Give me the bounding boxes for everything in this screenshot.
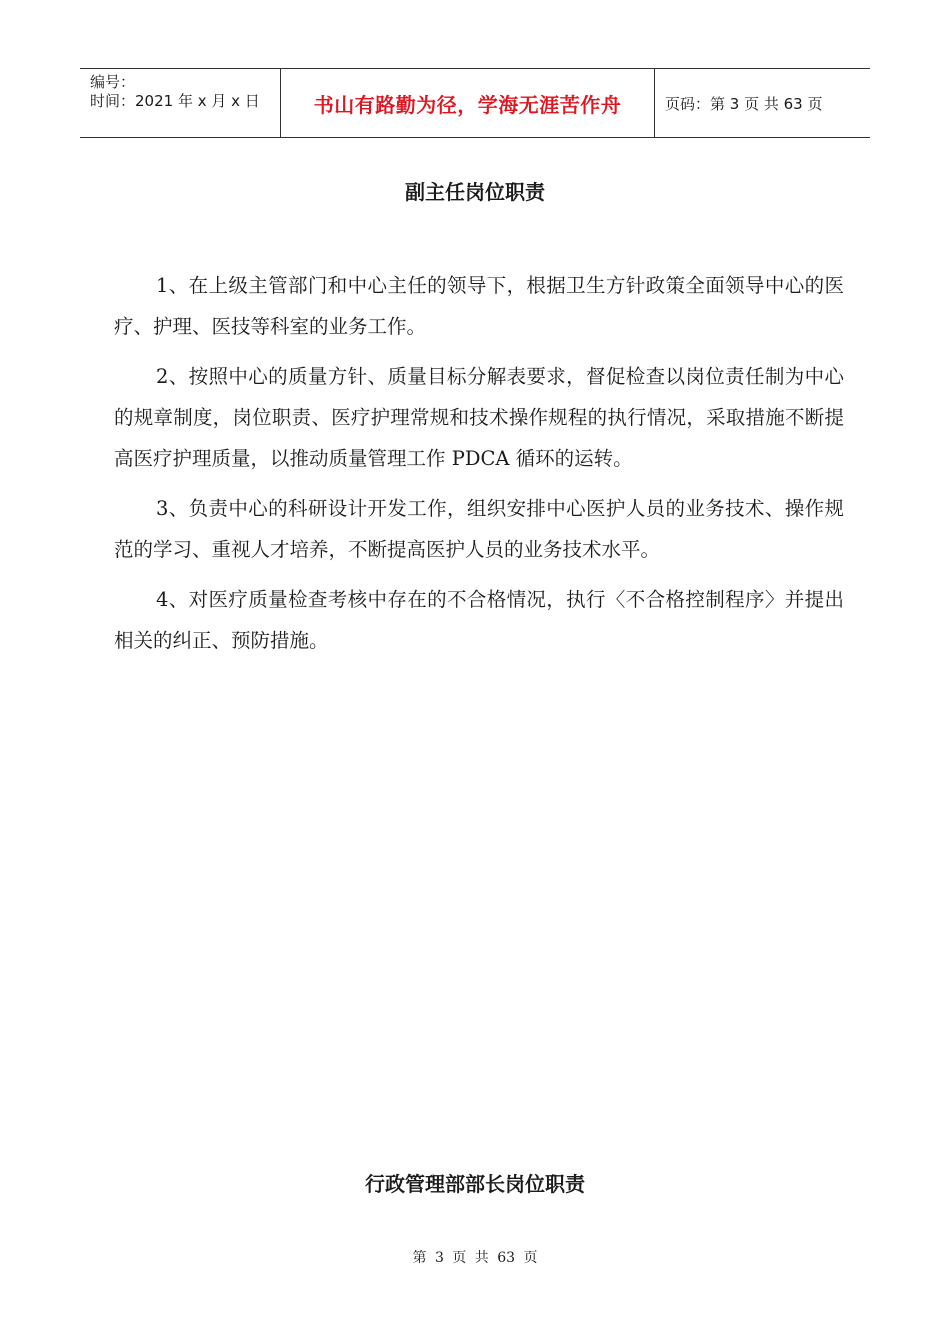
header-motto: 书山有路勤为径，学海无涯苦作舟 [281,69,655,137]
document-header [80,68,870,138]
duty-paragraph: 4、对医疗质量检查考核中存在的不合格情况，执行〈不合格控制程序〉并提出相关的纠正、预防措施。 [114,588,844,652]
section-title-admin-director: 行政管理部部长岗位职责 [365,1172,585,1196]
duty-paragraph: 2、按照中心的质量方针、质量目标分解表要求，督促检查以岗位责任制为中心的规章制度，岗位职责、医疗护理常规和技术操作规程的执行情况，采取措施不断提高医疗护理质量，以推动质量管理工作 PDCA 循环的运转。 [114,365,844,470]
header-page-info: 页码：第 3 页 共 63 页 [665,94,823,113]
header-meta [80,69,281,137]
section-body-deputy-director [114,265,844,670]
duty-paragraph: 3、负责中心的科研设计开发工作，组织安排中心医护人员的业务技术、操作规范的学习、重视人才培养，不断提高医护人员的业务技术水平。 [114,497,844,561]
section-title-deputy-director: 副主任岗位职责 [405,180,545,204]
document-date-label: 时间：2021 年 x 月 x 日 [90,92,260,110]
page-footer: 第 3 页 共 63 页 [412,1250,538,1266]
duty-paragraph: 1、在上级主管部门和中心主任的领导下，根据卫生方针政策全面领导中心的医疗、护理、医技等科室的业务工作。 [114,274,844,338]
document-number-label: 编号： [90,73,136,91]
